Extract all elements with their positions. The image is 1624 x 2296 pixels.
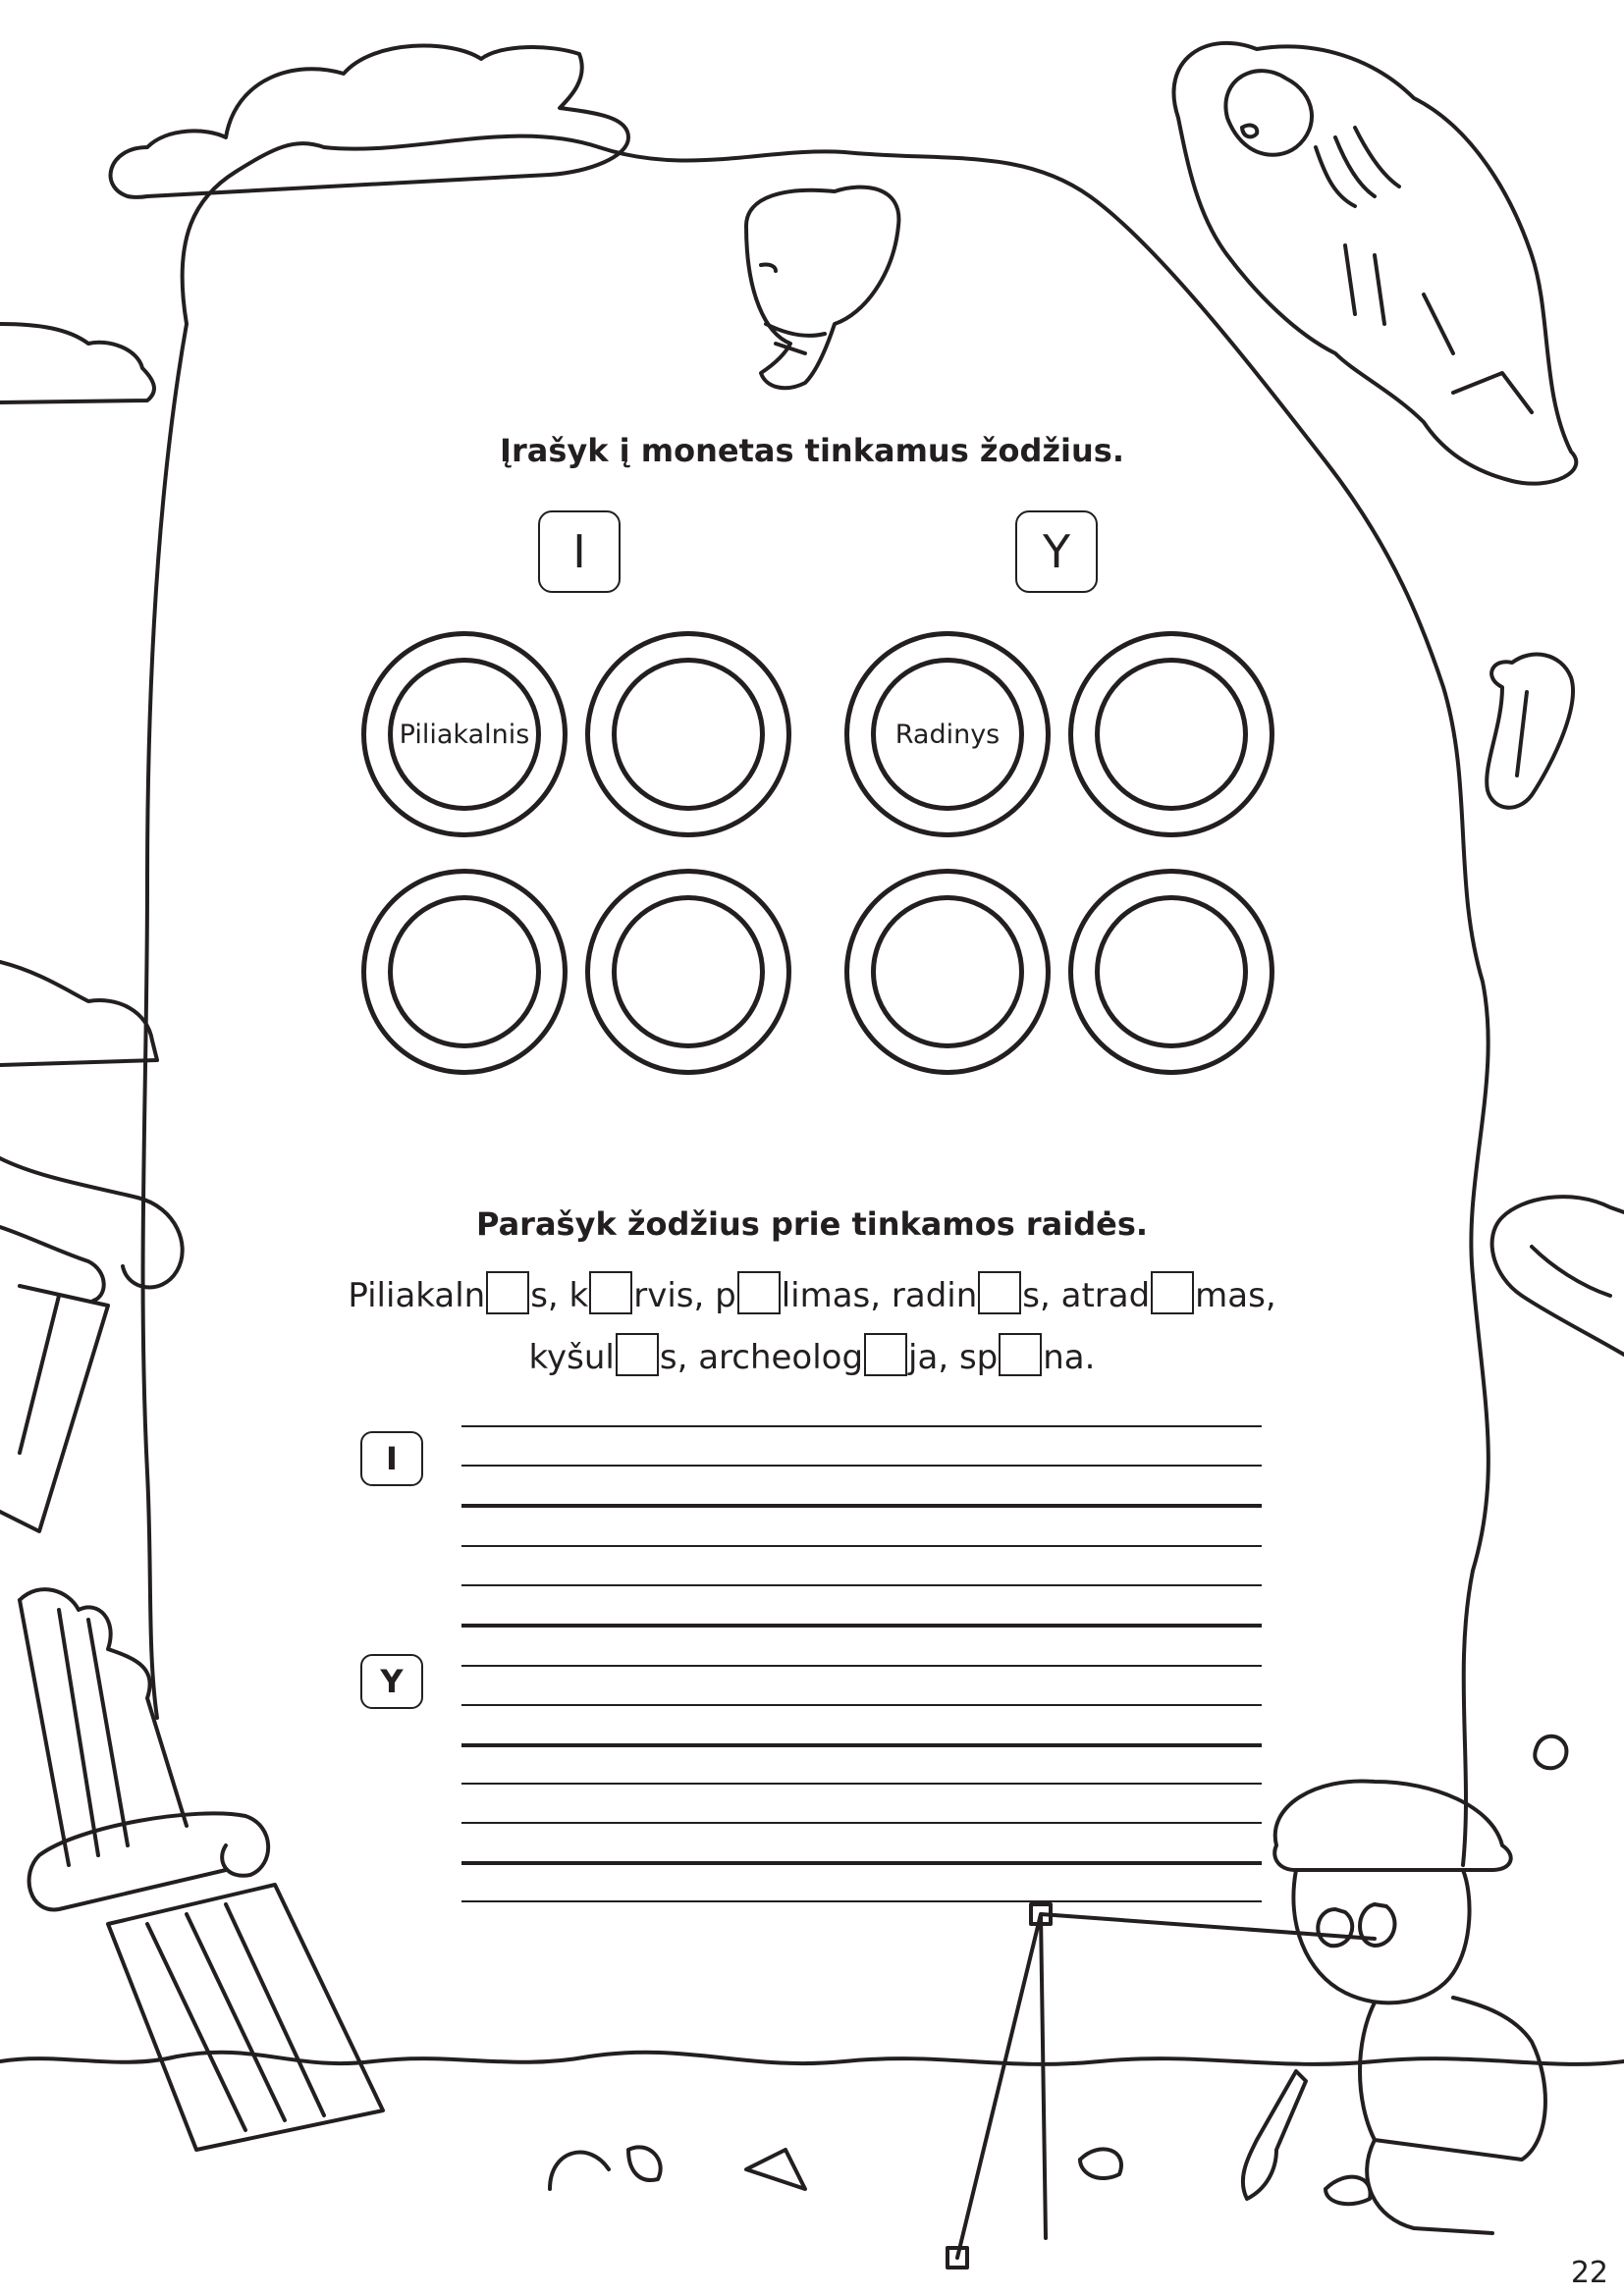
writing-line[interactable]: [461, 1465, 1262, 1467]
writing-line[interactable]: [461, 1743, 1262, 1747]
fallen-shaft: [108, 1885, 383, 2150]
bone-fossil-right-1: [1487, 655, 1573, 808]
coin-y-4-text: [1095, 895, 1248, 1048]
coin-y-2-text: [1095, 658, 1248, 811]
page-number: 22: [1570, 2256, 1608, 2290]
letter-box-y: [1015, 510, 1098, 593]
coin-i-3[interactable]: [361, 869, 568, 1075]
group-label-i-text: I: [386, 1440, 398, 1477]
cloud-left: [0, 324, 154, 402]
fragment: na.: [1043, 1338, 1096, 1377]
fragment: s, atrad: [1022, 1276, 1151, 1315]
coin-y-1[interactable]: [844, 631, 1051, 837]
writing-line[interactable]: [461, 1704, 1262, 1706]
writing-line[interactable]: [461, 1783, 1262, 1785]
fragment: s, k: [530, 1276, 589, 1315]
writing-line[interactable]: [461, 1584, 1262, 1586]
blank-box[interactable]: [486, 1271, 529, 1314]
coin-y-3-text: [871, 895, 1024, 1048]
letter-i-label: I: [572, 525, 586, 578]
group-label-i: [360, 1431, 423, 1486]
fragment: kyšul: [528, 1338, 615, 1377]
writing-line[interactable]: [461, 1861, 1262, 1865]
blank-box[interactable]: [589, 1271, 632, 1314]
stone-tablet-outline: [143, 136, 1489, 1865]
coin-i-4-text: [612, 895, 765, 1048]
coin-i-3-text: [388, 895, 541, 1048]
fragment: Piliakaln: [348, 1276, 486, 1315]
fragment: rvis, p: [633, 1276, 736, 1315]
fragment: s, archeolog: [659, 1338, 864, 1377]
blank-box[interactable]: [616, 1333, 659, 1376]
coin-i-2-text: [612, 658, 765, 811]
task1-instruction: Įrašyk į monetas tinkamus žodžius.: [500, 432, 1124, 469]
coin-i-2[interactable]: [585, 631, 791, 837]
coin-y-1-text: Radinys: [871, 658, 1024, 811]
cloud-top: [111, 45, 628, 196]
blank-box[interactable]: [999, 1333, 1042, 1376]
ribs: [1316, 128, 1399, 206]
column-shaft-left: [0, 1286, 108, 1531]
writing-line[interactable]: [461, 1624, 1262, 1628]
fragment: limas, radin: [781, 1276, 978, 1315]
group-label-y-text: Y: [380, 1663, 404, 1700]
skull: [1225, 71, 1312, 155]
mammoth-head: [746, 187, 898, 389]
coin-y-3[interactable]: [844, 869, 1051, 1075]
writing-line[interactable]: [461, 1425, 1262, 1427]
writing-line[interactable]: [461, 1822, 1262, 1824]
boy-body: [1360, 1998, 1545, 2233]
cloud-left-lower: [0, 962, 157, 1065]
coin-y-2[interactable]: [1068, 631, 1274, 837]
stone-right: [1535, 1736, 1566, 1769]
fragment: ja, sp: [908, 1338, 999, 1377]
task2-sentence-line1: [0, 1271, 1624, 1320]
blank-box[interactable]: [864, 1333, 907, 1376]
boy-hat: [1274, 1781, 1511, 1870]
coin-y-4[interactable]: [1068, 869, 1274, 1075]
writing-line[interactable]: [461, 1665, 1262, 1667]
writing-line[interactable]: [461, 1504, 1262, 1508]
writing-line[interactable]: [461, 1900, 1262, 1902]
blank-box[interactable]: [1151, 1271, 1194, 1314]
letter-box-i: [538, 510, 621, 593]
blank-box[interactable]: [978, 1271, 1021, 1314]
task2-instruction: Parašyk žodžius prie tinkamos raidės.: [475, 1205, 1149, 1243]
group-label-y: [360, 1654, 423, 1709]
broken-column: [20, 1589, 187, 1865]
ground-line: [0, 2053, 1624, 2064]
task2-sentence-line2: [0, 1333, 1624, 1382]
coin-i-1[interactable]: [361, 631, 568, 837]
blank-box[interactable]: [737, 1271, 781, 1314]
coin-i-4[interactable]: [585, 869, 791, 1075]
writing-line[interactable]: [461, 1545, 1262, 1547]
fragment: mas,: [1195, 1276, 1276, 1315]
boy-eyes: [1318, 1904, 1394, 1946]
letter-y-label: Y: [1042, 525, 1071, 578]
coin-i-1-text: Piliakalnis: [388, 658, 541, 811]
brush: [1243, 2071, 1306, 2199]
leg-bones: [1345, 245, 1532, 412]
